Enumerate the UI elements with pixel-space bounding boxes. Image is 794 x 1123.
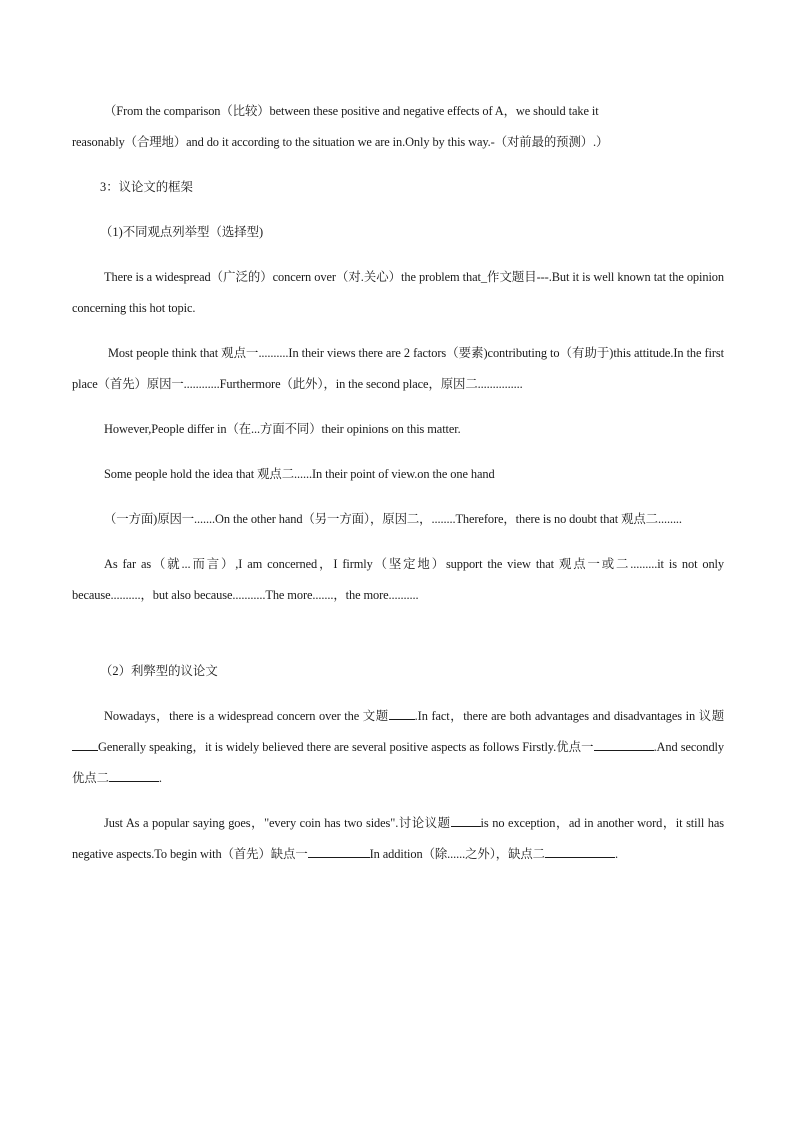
- type2-p1-text-d: .And secondly 优点二: [72, 740, 724, 785]
- type2-paragraph-2: [72, 808, 724, 870]
- type2-p2-text-a: Just As a popular saying goes，"every coin has two sides".讨论议题: [104, 816, 451, 830]
- type2-p1-text-e: .: [158, 771, 162, 785]
- type1-paragraph-2: Most people think that 观点一..........In their views there are 2 factors（要素)contributing to（有助于)this attitude.In the first place（首先）原因一............Furthermore（此外），in the second place，原因二...............: [72, 346, 724, 391]
- type1-heading: （1)不同观点列举型（选择型): [100, 225, 264, 239]
- fill-blank: [545, 843, 615, 858]
- fill-blank: [109, 767, 159, 782]
- type1-paragraph-4: Some people hold the idea that 观点二......In their point of view.on the one hand: [104, 467, 495, 481]
- type1-paragraph-1: There is a widespread（广泛的）concern over（对.关心）the problem that_作文题目---.But it is well known tat the opinion concerning this hot topic.: [72, 270, 724, 315]
- type2-heading: （2）利弊型的议论文: [100, 664, 218, 678]
- fill-blank: [308, 843, 370, 858]
- fill-blank: [72, 736, 98, 751]
- type1-paragraph-3: However,People differ in（在...方面不同）their opinions on this matter.: [104, 422, 461, 436]
- type2-p1-text-a: Nowadays，there is a widespread concern over the 文题: [104, 709, 389, 723]
- type2-paragraph-1: [72, 701, 724, 794]
- type2-p1-text-c: Generally speaking，it is widely believed there are several positive aspects as follows Firstly.优点一: [98, 740, 594, 754]
- type2-p2-text-d: .: [614, 847, 618, 861]
- type2-p2-text-b: is no exception，ad in another word，it still has negative aspects.To begin with（首先）缺点一: [72, 816, 725, 861]
- fill-blank: [389, 705, 415, 720]
- type1-paragraph-5: （一方面)原因一.......On the other hand（另一方面），原因二，........Therefore，there is no doubt that 观点二........: [104, 512, 682, 526]
- type1-paragraph-6: As far as（就...而言）,I am concerned，I firmly（坚定地）support the view that 观点一或二.........it is not only because..........，but also because...........The more.......，the more..........: [72, 557, 724, 602]
- fill-blank: [451, 812, 481, 827]
- intro-line-2: reasonably（合理地）and do it according to the situation we are in.Only by this way.-（对前最的预测）.）: [72, 135, 609, 149]
- intro-line-1: （From the comparison（比较）between these positive and negative effects of A，we should take it: [104, 104, 599, 118]
- fill-blank: [594, 736, 654, 751]
- type2-p1-text-b: .In fact，there are both advantages and disadvantages in 议题: [414, 709, 724, 723]
- type2-p2-text-c: In addition（除......之外），缺点二: [369, 847, 545, 861]
- intro-paragraph: [72, 96, 724, 158]
- section-title: 3：议论文的框架: [100, 180, 193, 194]
- document-page: [72, 96, 724, 870]
